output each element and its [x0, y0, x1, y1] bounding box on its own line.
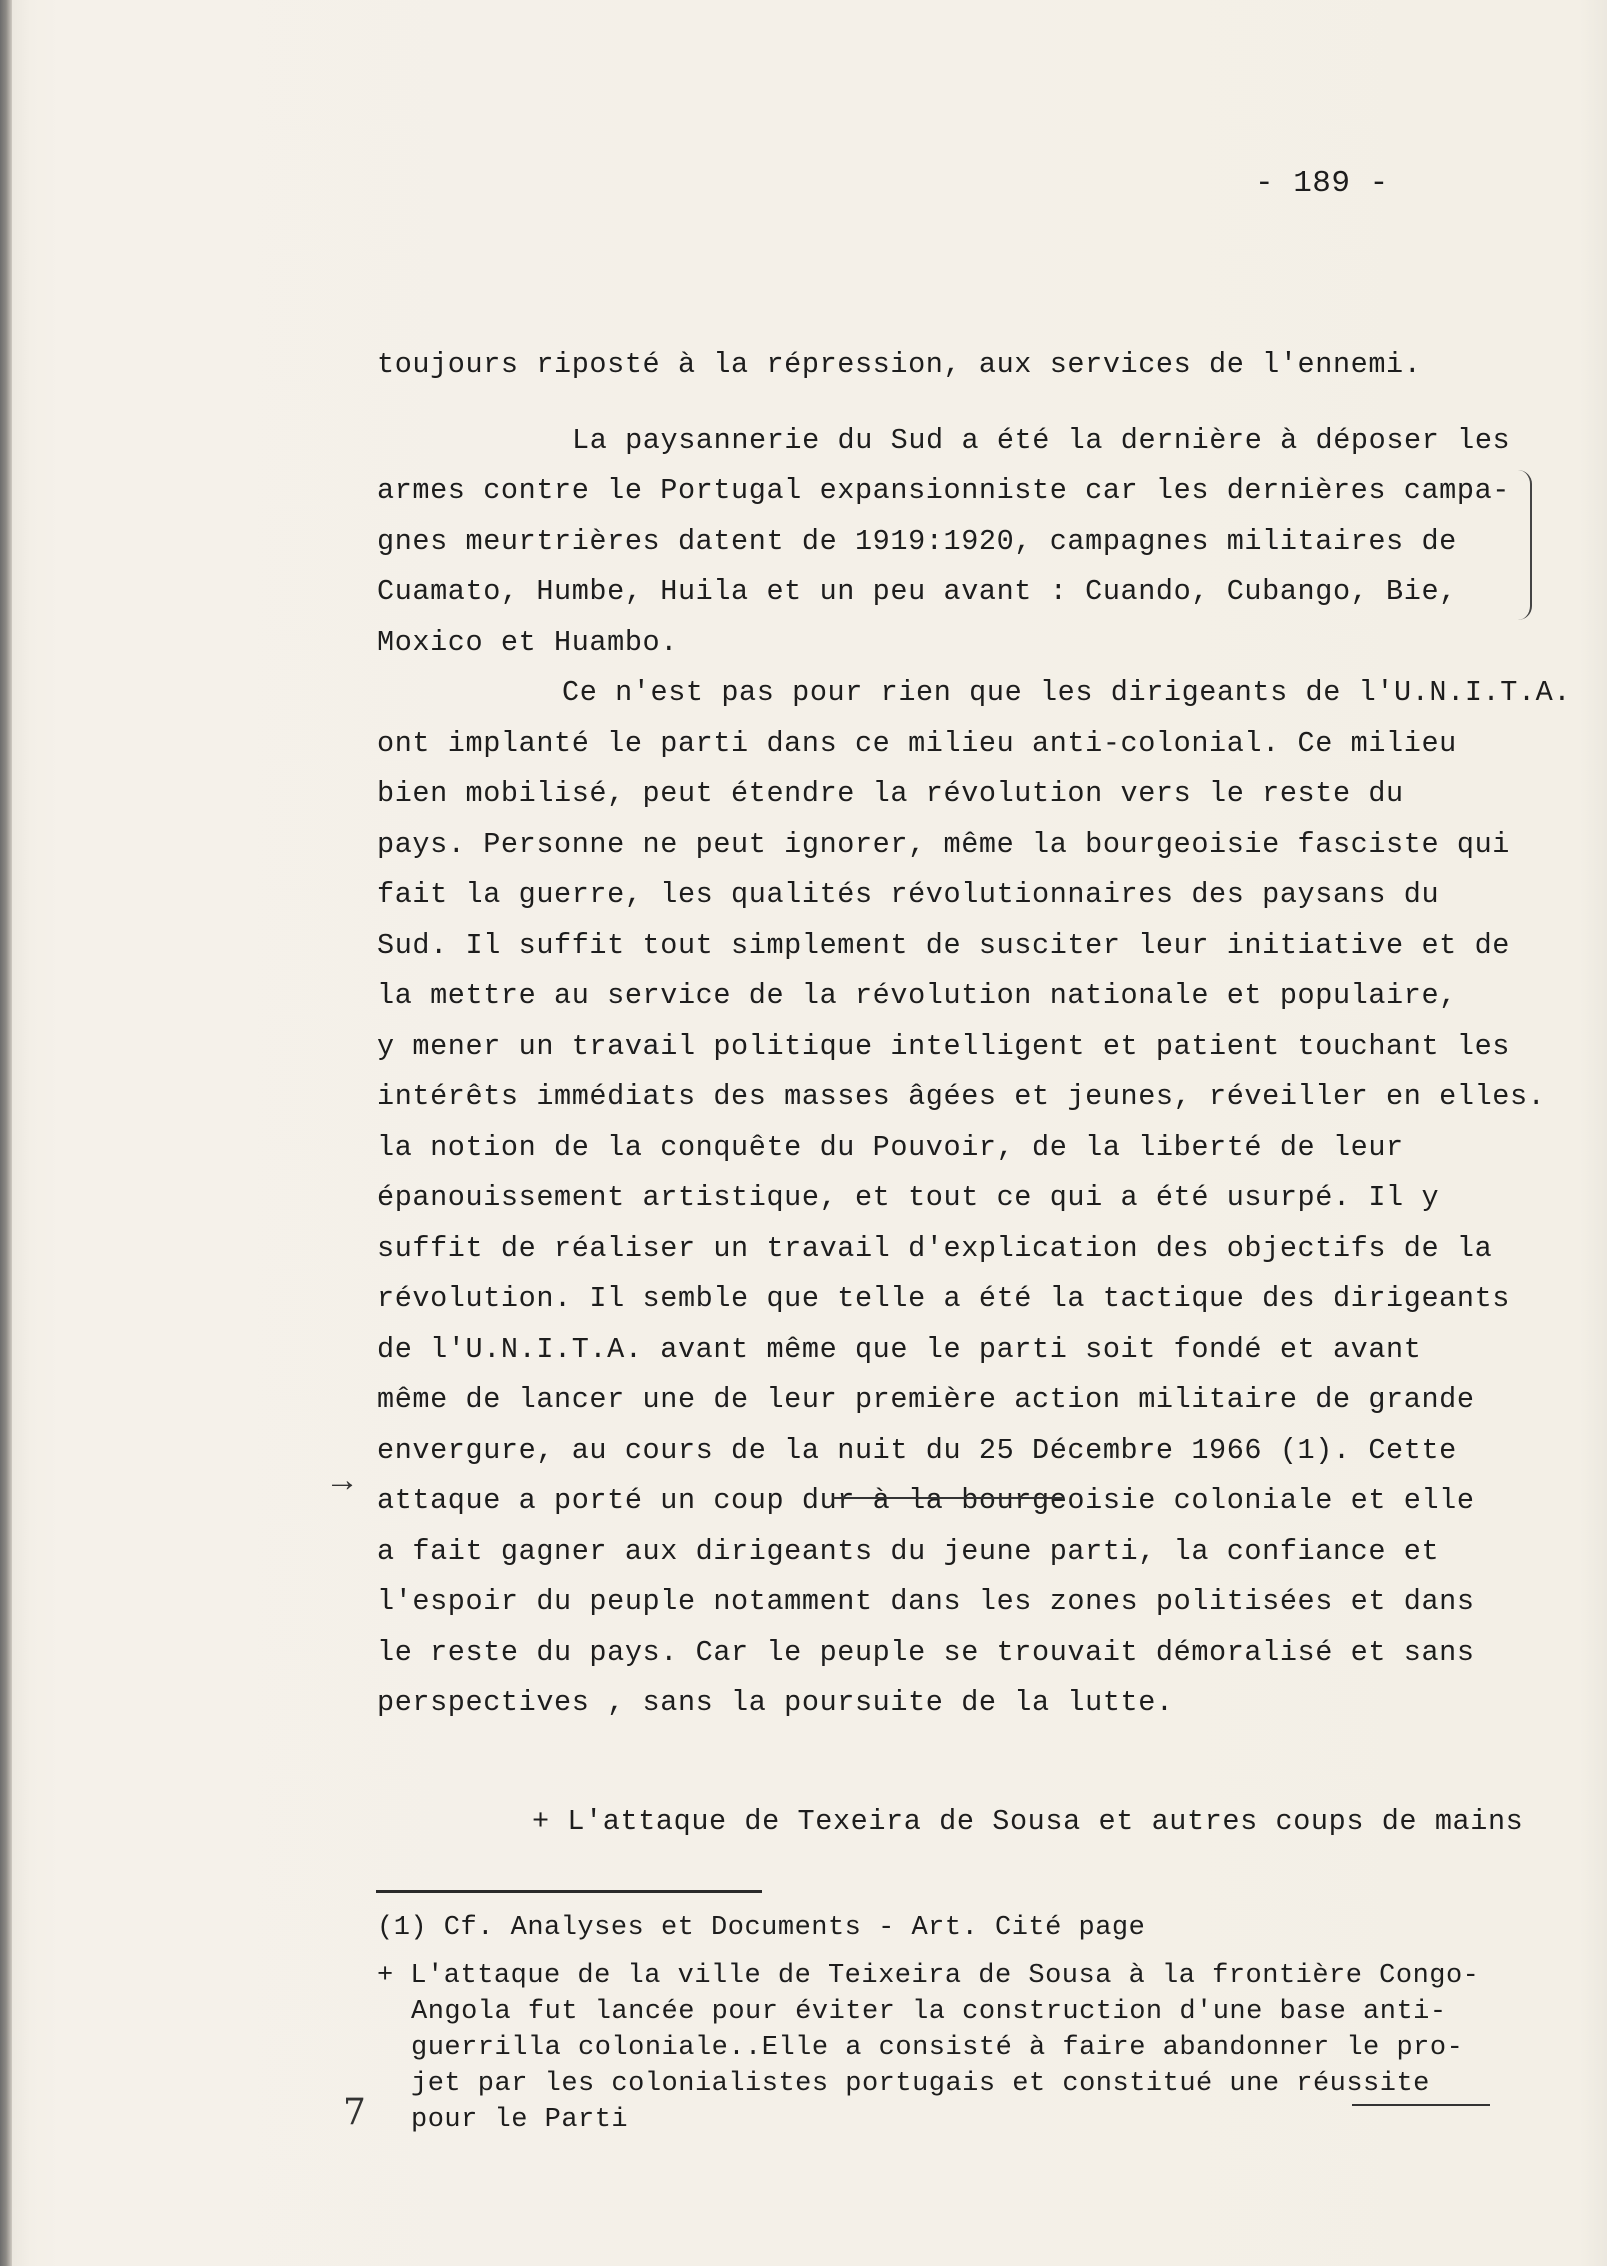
footnote-1: (1) Cf. Analyses et Documents - Art. Cité page: [377, 1913, 1146, 1943]
section-heading: + L'attaque de Texeira de Sousa et autres coups de mains: [532, 1805, 1524, 1838]
body-line: y mener un travail politique intelligent et patient touchant les: [377, 1029, 1510, 1063]
body-line: Ce n'est pas pour rien que les dirigeants de l'U.N.I.T.A.: [562, 676, 1572, 709]
margin-handwritten-mark: 7: [343, 2092, 366, 2133]
footnote-2-line: Angola fut lancée pour éviter la construction d'une base anti-: [411, 1997, 1447, 2027]
body-line: intérêts immédiats des masses âgées et jeunes, réveiller en elles.: [377, 1080, 1546, 1113]
footnote-2-line: + L'attaque de la ville de Teixeira de Sousa à la frontière Congo-: [377, 1961, 1480, 1991]
footnote-2-line: guerrilla coloniale..Elle a consisté à faire abandonner le pro-: [411, 2033, 1464, 2063]
body-text: [377, 340, 1572, 1729]
body-line: armes contre le Portugal expansionniste car les dernières campa-: [377, 474, 1510, 507]
page-binding-edge: [0, 0, 12, 2266]
body-line: la notion de la conquête du Pouvoir, de la liberté de leur: [377, 1130, 1404, 1164]
body-line: perspectives , sans la poursuite de la lutte.: [377, 1686, 1174, 1719]
body-line: de l'U.N.I.T.A. avant même que le parti soit fondé et avant: [377, 1332, 1422, 1366]
body-line: révolution. Il semble que telle a été la tactique des dirigeants: [377, 1282, 1510, 1315]
body-line: suffit de réaliser un travail d'explication des objectifs de la: [377, 1231, 1493, 1265]
body-line: même de lancer une de leur première action militaire de grande: [377, 1383, 1475, 1416]
body-line: Moxico et Huambo.: [377, 625, 678, 659]
body-line: la mettre au service de la révolution nationale et populaire,: [377, 979, 1457, 1012]
body-line: attaque a porté un coup dur à la bourgeoisie coloniale et elle: [377, 1484, 1475, 1517]
page-number: - 189 -: [1255, 166, 1389, 201]
body-line: bien mobilisé, peut étendre la révolution vers le reste du: [377, 777, 1404, 810]
body-line: le reste du pays. Car le peuple se trouvait démoralisé et sans: [377, 1635, 1475, 1669]
body-line: fait la guerre, les qualités révolutionnaires des paysans du: [377, 878, 1440, 911]
footnote-2-line: pour le Parti: [411, 2105, 629, 2135]
body-line: Cuamato, Humbe, Huila et un peu avant : Cuando, Cubango, Bie,: [377, 575, 1457, 608]
margin-arrow-mark: →: [332, 1464, 353, 1502]
body-line: La paysannerie du Sud a été la dernière à déposer les: [572, 423, 1511, 457]
footnote-2-line: jet par les colonialistes portugais et constitué une réussite: [411, 2069, 1430, 2099]
body-line: pays. Personne ne peut ignorer, même la bourgeoisie fasciste qui: [377, 827, 1510, 861]
body-line: ont implanté le parti dans ce milieu anti-colonial. Ce milieu: [377, 726, 1457, 760]
handwritten-underline: [832, 1497, 1062, 1499]
body-line: envergure, au cours de la nuit du 25 Décembre 1966 (1). Cette: [377, 1433, 1457, 1467]
body-line: l'espoir du peuple notamment dans les zones politisées et dans: [377, 1585, 1475, 1618]
footnote-separator: [376, 1890, 762, 1893]
body-line: épanouissement artistique, et tout ce qui a été usurpé. Il y: [377, 1181, 1440, 1214]
body-line: gnes meurtrières datent de 1919:1920, campagnes militaires de: [377, 524, 1457, 558]
margin-bracket-mark: [1504, 470, 1532, 620]
body-line: toujours riposté à la répression, aux services de l'ennemi.: [377, 348, 1422, 381]
body-line: a fait gagner aux dirigeants du jeune parti, la confiance et: [377, 1534, 1440, 1568]
handwritten-underline: [1352, 2104, 1490, 2106]
body-line: Sud. Il suffit tout simplement de susciter leur initiative et de: [377, 928, 1510, 962]
